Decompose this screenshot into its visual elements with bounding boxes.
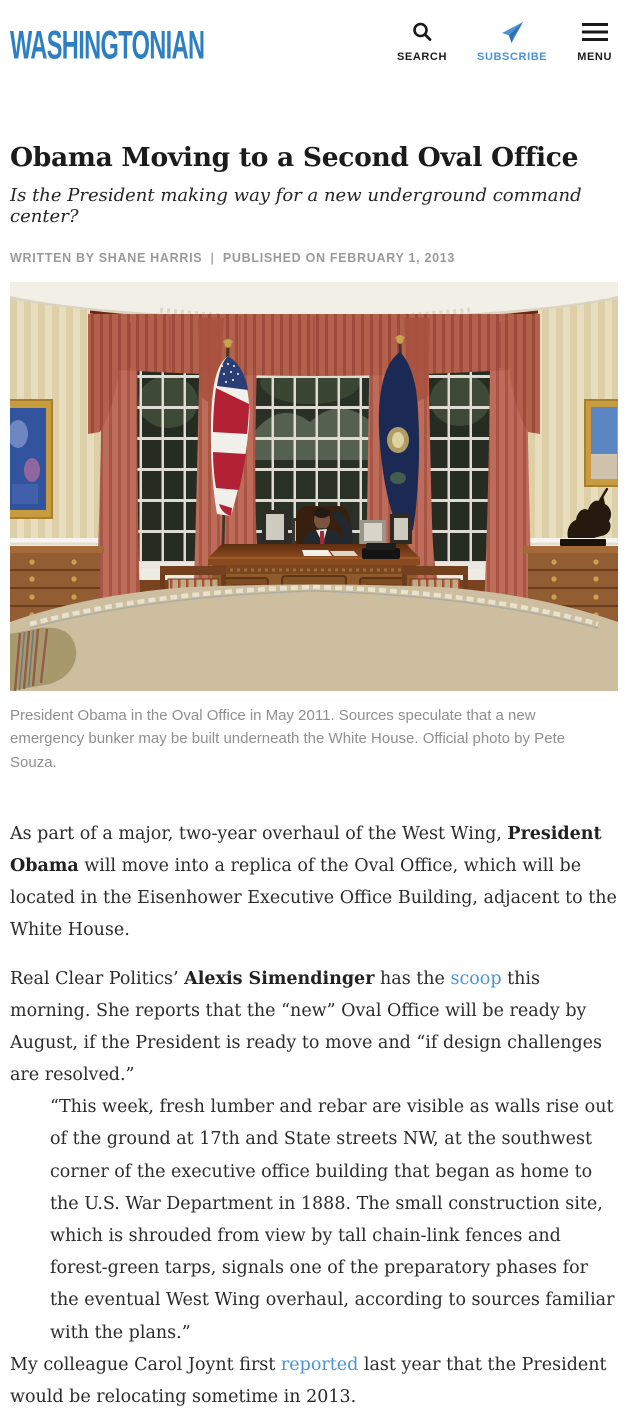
nav-menu[interactable] [577,20,612,63]
nav-search-label: SEARCH [396,51,448,63]
paragraph-text: Real Clear Politics’ [10,968,185,989]
site-logo[interactable] [10,23,324,68]
article-subtitle: Is the President making way for a new underground command center? [10,185,582,227]
article-title: Obama Moving to a Second Oval Office [10,142,579,173]
paragraph-1 [10,818,618,947]
pull-quote: “This week, fresh lumber and rebar are visible as walls rise out of the ground at 17th and State streets NW, at the southwest corner of the executive office building that began as home to the U.S. War Department in 1888. The small construction site, which is shrouded from view by tall chain-link fences and forest-green tarps, signals one of the preparatory phases for the eventual West Wing overhaul, according to sources familiar with the plans.” [50,1097,615,1343]
hero-caption: President Obama in the Oval Office in May 2011. Sources speculate that a new emergency bunker may be built underneath the White House. Official photo by Pete Souza. [10,707,566,771]
carpet [10,585,618,692]
publish-date: FEBRUARY 1, 2013 [329,251,456,265]
published-on-label: PUBLISHED ON [222,251,326,265]
nav-subscribe-label: SUBSCRIBE [477,51,548,63]
paper-plane-icon [499,20,525,44]
wall-painting-left [10,400,52,518]
paragraph-text: has the [374,968,451,989]
hero-figure [10,282,618,774]
search-icon [411,20,433,44]
paragraph-2 [10,963,618,1092]
reported-link[interactable]: reported [280,1354,359,1375]
nav-subscribe[interactable] [477,20,547,63]
bold-alexis-simendinger: Alexis Simendinger [184,968,375,989]
site-header [10,0,618,100]
article-byline [10,251,618,265]
paragraph-text: last year that the President would be relocating sometime in 2013. [10,1354,607,1407]
paragraph-text: My colleague Carol Joynt first [10,1354,281,1375]
hero-photo [10,282,618,691]
paragraph-text: will move into a replica of the Oval Office, which will be located in the Eisenhower Executive Office Building, adjacent to the White House. [10,855,617,941]
oval-office-scene [10,282,618,691]
article-main [10,142,618,1413]
paragraph-3 [10,1349,618,1413]
hamburger-menu-icon [582,20,608,44]
paragraph-text: this morning. She reports that the “new” Oval Office will be ready by August, if the President is ready to move and “if design challenges are resolved.” [10,968,602,1086]
site-logo-text: WASHINGTONIAN [10,23,205,68]
paragraph-text: As part of a major, two-year overhaul of the West Wing, [10,823,508,844]
nav-search[interactable] [397,20,447,63]
author-name[interactable]: SHANE HARRIS [98,251,203,265]
header-nav [397,20,618,63]
article-body [10,818,618,1413]
wall-painting-right [585,400,618,486]
byline-separator: | [210,251,215,265]
written-by-label: WRITTEN BY [10,251,95,265]
bold-president-obama: President Obama [10,823,602,876]
scoop-link[interactable]: scoop [450,968,502,989]
nav-menu-label: MENU [577,51,612,63]
